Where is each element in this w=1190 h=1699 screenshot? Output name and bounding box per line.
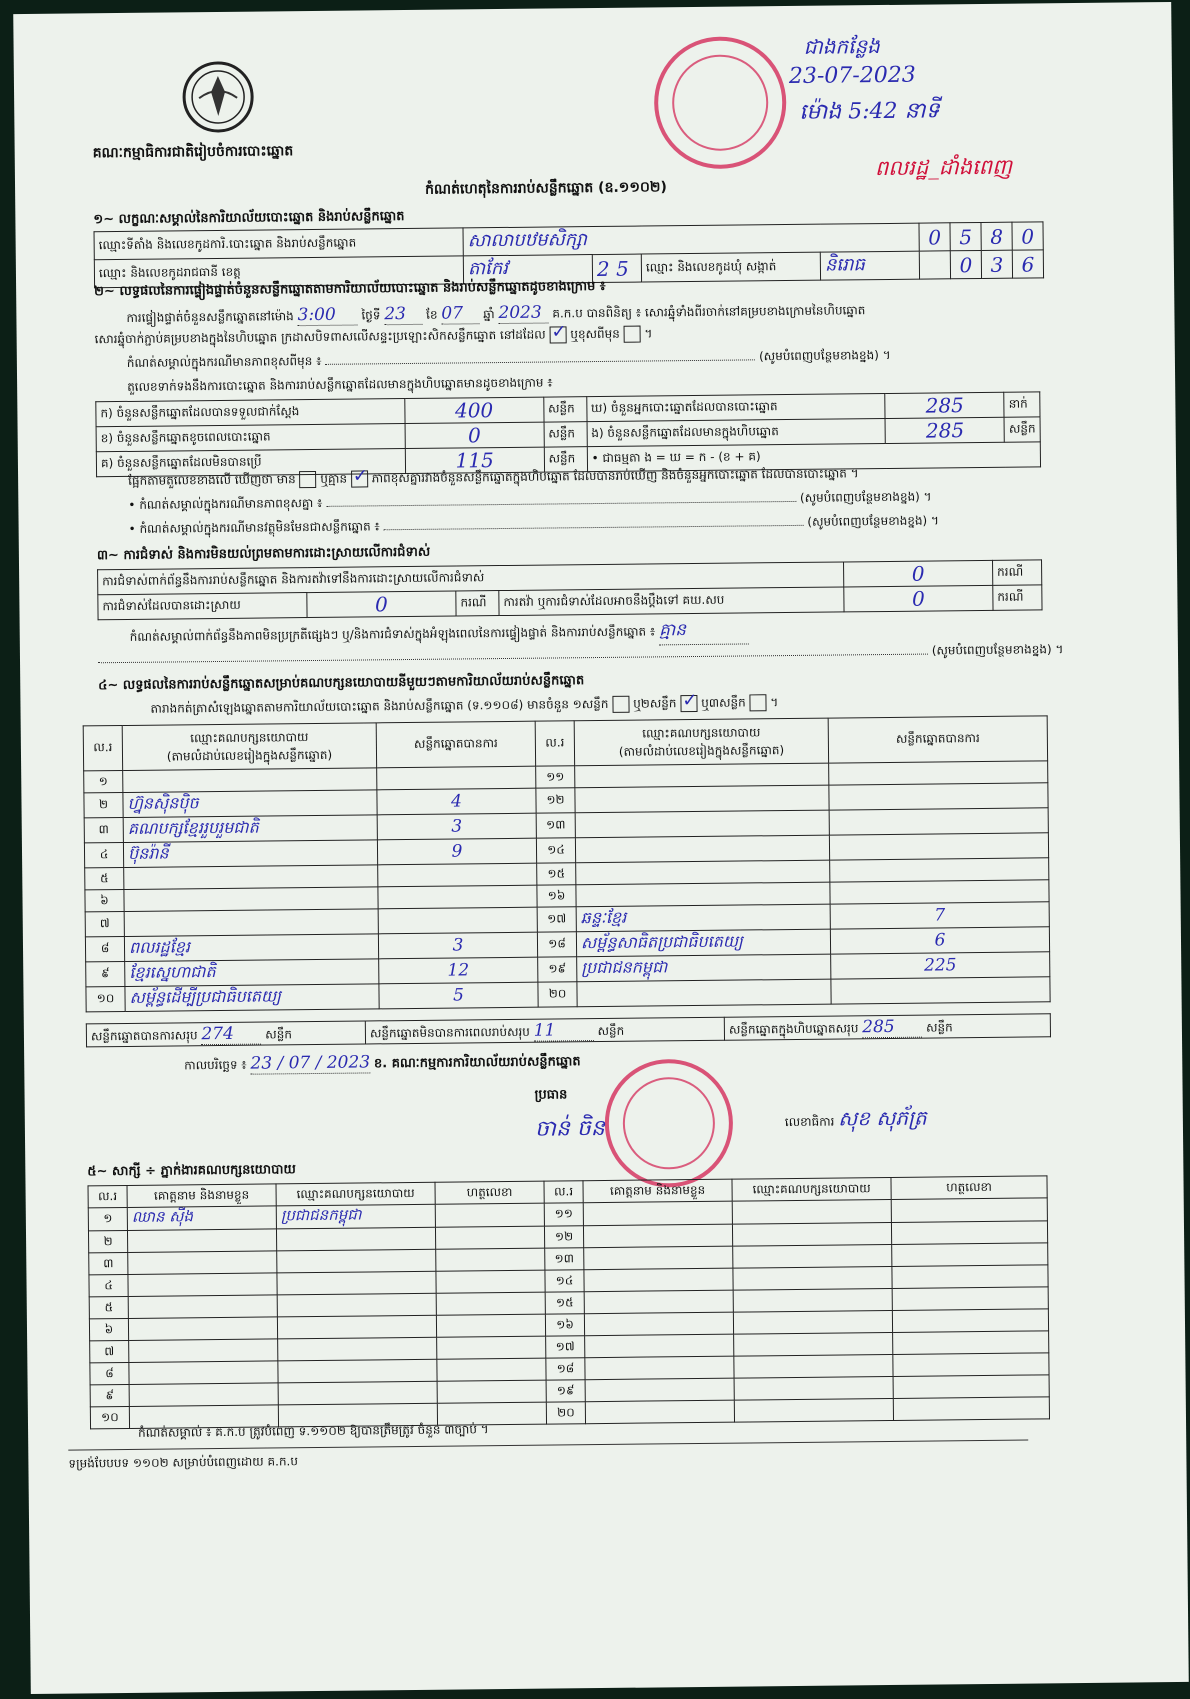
results-no: ៣ [84,818,123,843]
witness-signature[interactable] [891,1221,1047,1245]
results-votes[interactable] [831,977,1050,1004]
results-col-votes-right: សន្លឹកឆ្នោតបានការ [828,716,1047,763]
witness-name[interactable] [585,1400,734,1424]
witness-no: ៧ [90,1340,129,1362]
witness-col-name-right: គោត្តនាម និងនាមខ្លួន [583,1179,732,1203]
results-totals [86,1013,1051,1047]
verification-text: គ.ក.ប បានពិនិត្យ ៖ សោរឆ្នុំទាំងពីរចាក់នៅគម្របខាងក្រោមនៃហិបឆ្នោត [552,303,866,321]
results-votes[interactable]: 5 [379,982,538,1009]
province-label: ឈ្មោះ និងលេខកូដរាជធានី ខេត្ត [94,256,463,288]
witness-no: ៦ [89,1318,128,1340]
change-note-line [127,345,1047,373]
witness-party[interactable] [278,1337,437,1361]
one-sheet-checkbox[interactable] [612,696,629,713]
results-votes[interactable] [829,833,1048,860]
witness-name[interactable] [583,1201,732,1226]
results-no: ៥ [85,867,124,889]
witness-party[interactable] [278,1381,437,1405]
witness-signature[interactable] [436,1270,545,1293]
total-invalid-cell [365,1017,724,1044]
location-value: សាលាបឋមសិក្សា [463,223,919,256]
witness-no: ១៧ [546,1336,585,1358]
change-note-suffix: (សូមបំពេញបន្ថែមខាងខ្នង) ។ [758,347,891,364]
irregularity-suffix: (សូមបំពេញបន្ថែមខាងខ្នង) ។ [931,642,1064,658]
total-invalid-label: សន្លឹកឆ្នោតមិនបានការពេលរាប់សរុប [369,1024,530,1040]
results-col-party-right [574,718,828,766]
results-col-votes-left: សន្លឹកឆ្នោតបានការ [376,721,535,768]
witness-party[interactable]: ប្រជាជនកម្ពុជា [276,1204,435,1229]
witness-signature[interactable] [437,1380,546,1403]
witness-name[interactable] [128,1317,277,1341]
formula-text: • ជាធម្មតា ង = ឃ = ក - (ខ + គ) [587,442,1041,472]
results-votes[interactable] [378,907,537,934]
results-no: ៦ [85,889,124,911]
chair-signature: ចាន់ ចិន [534,1115,605,1142]
witness-name[interactable] [129,1339,278,1363]
discrepancy-note-field[interactable] [326,501,796,507]
witness-no: ១២ [544,1226,583,1248]
total-box-label: សន្លឹកឆ្នោតក្នុងហិបឆ្នោតសរុប [728,1020,859,1037]
witness-col-no-right: ល.រ [544,1181,583,1203]
results-votes[interactable]: 3 [378,932,537,959]
results-votes[interactable]: 9 [377,838,536,865]
witness-table [88,1175,1051,1429]
results-votes[interactable] [830,880,1049,904]
witness-signature[interactable] [437,1358,546,1381]
changed-checkbox[interactable] [624,326,641,343]
results-party[interactable]: ឆន្ទៈខ្មែរ [576,904,830,932]
witness-party[interactable] [277,1271,436,1295]
witness-signature[interactable] [891,1198,1047,1223]
witness-party[interactable] [733,1244,892,1268]
witness-no: ១៥ [545,1292,584,1314]
total-invalid-unit: សន្លឹក [597,1023,625,1038]
voters-unit: នាក់ [1004,392,1040,417]
commune-label: ឈ្មោះ និងលេខកូដឃុំ សង្កាត់ [641,252,820,282]
secretary-signature: សុខ សុភ័ត្រ [838,1105,927,1131]
section2-title: ២~ លទ្ធផលនៃការផ្ទៀងផ្ទាត់ចំនួនសន្លឹកឆ្នោតតាមការិយាល័យបោះឆ្នោត និងរាប់សន្លឹកឆ្នោតដូចខាងក្រោម ៖ [94,278,606,300]
results-col-no-right: ល.រ [535,721,574,766]
results-no: ១ [84,771,123,793]
appeal-label: ការតវ៉ា ឬការជំទាស់ដែលអាចនឹងប្តឹងទៅ គឃ.សប [499,587,844,616]
no-discrepancy-checkbox[interactable] [351,470,368,487]
discrepancy-label: ផ្អែកតាមតួលេខខាងលើ ឃើញថា មាន [128,472,296,488]
province-code: 2 5 [592,254,641,283]
chair-label: ប្រធាន [534,1087,568,1103]
total-valid-label: សន្លឹកឆ្នោតបានការសរុប [90,1027,198,1043]
date-label: កាលបរិច្ឆេទ ៖ [184,1057,247,1073]
witness-name[interactable] [585,1378,734,1402]
seal-line: សោរឆ្នុំចាក់ភ្ជាប់គម្របខាងក្នុងនៃហិបឆ្នោត ក្រដាសបិទពាសលើសន្ទះប្រឡោះសិកសន្លឹកឆ្នោត នៅដដែល ✓ ឬខុសពីមុន ។ [95,325,653,349]
resolved-unit: ករណី [456,591,499,616]
total-valid-value: 274 [201,1023,261,1045]
witness-no: ១០ [90,1406,129,1428]
discrepancy-note-suffix: (សូមបំពេញបន្ថែមខាងខ្នង) ។ [799,489,932,505]
witness-signature[interactable] [893,1375,1049,1399]
unchanged-checkbox[interactable] [549,326,566,343]
witness-col-sign-right: ហត្ថលេខា [891,1176,1047,1200]
spoiled-unit: សន្លឹក [544,422,587,447]
handwritten-time: ម៉ោង 5:42 នាទី [799,98,940,125]
witness-name[interactable] [585,1356,734,1380]
results-col-party-left-title: ឈ្មោះគណបក្សនយោបាយ [190,730,309,746]
results-party[interactable] [575,785,829,813]
section1-title: ១~ លក្ខណៈសម្គាល់នៃការិយាល័យបោះឆ្នោត និងរាប់សន្លឹកឆ្នោត [93,209,405,228]
witness-name[interactable] [584,1312,733,1336]
complaints-label: ការជំទាស់ពាក់ព័ន្ធនឹងការរាប់សន្លឹកឆ្នោត និងការតវ៉ាទៅនឹងការដោះស្រាយលើការជំទាស់ [98,562,844,595]
witness-no: ១១ [544,1203,583,1226]
three-sheet-checkbox[interactable] [749,694,766,711]
location-code-3: 8 [981,222,1012,250]
province-value: តាកែវ [463,255,592,284]
handwritten-note: ពលរដ្ឋ_ដាំងពេញ [874,154,1013,181]
witness-col-name-left: គោត្តនាម និងនាមខ្លួន [127,1184,276,1208]
commune-value: និរោធ [820,251,919,280]
handwritten-place: ជាងកន្លែង [803,34,880,59]
total-invalid-value: 11 [534,1020,594,1042]
section5-title: ៥~ សាក្សី ÷ ភ្នាក់ងារគណបក្សនយោបាយ [87,1162,296,1180]
witness-signature[interactable] [892,1243,1048,1267]
results-party[interactable] [123,768,377,793]
appeal-value: 0 [844,585,993,612]
witness-party[interactable] [277,1293,436,1317]
received-unit: សន្លឹក [543,397,586,422]
nec-emblem-icon [179,58,258,137]
witness-party[interactable] [733,1310,892,1334]
has-discrepancy-checkbox[interactable] [299,471,316,488]
foreign-object-suffix: (សូមបំពេញបន្ថែមខាងខ្នង) ។ [807,513,940,529]
resolved-value: 0 [307,591,456,618]
results-no: ៤ [84,843,123,868]
witness-signature[interactable] [892,1287,1048,1311]
results-col-no-left: ល.រ [83,726,122,771]
complaints-value: 0 [844,560,993,587]
footer-note: កំណត់សម្គាល់ ៖ គ.ក.ប ត្រូវបំពេញ ទ.១១០២ ឱ្យបានត្រឹមត្រូវ ចំនួន ៣ច្បាប់ ។ [138,1422,489,1440]
results-votes[interactable] [378,885,537,909]
verification-label: ការផ្ទៀងផ្ទាត់ចំនួនសន្លឹកឆ្នោតនៅម៉ោង [126,309,294,325]
discrepancy-note-label: • កំណត់សម្គាល់ក្នុងករណីមានភាពខុសគ្នា ៖ [128,495,323,512]
verification-month: 07 [441,303,479,324]
results-party[interactable]: ហ្វ៊ុនស៊ិនប៉ិច [123,790,377,818]
figures-table [95,391,1041,477]
results-no: ១៣ [536,813,575,838]
results-votes[interactable] [830,858,1049,882]
witness-col-party-right: ឈ្មោះគណបក្សនយោបាយ [732,1177,891,1201]
results-party[interactable]: សម្ព័ន្ធដើម្បីប្រជាធិបតេយ្យ [125,984,379,1012]
results-no: ២ [84,793,123,818]
results-no: ១៨ [537,932,576,957]
results-party[interactable]: ប៊ុនរ៉ានី [123,840,377,868]
witness-no: ១៨ [546,1358,585,1380]
results-no: ៧ [85,911,124,936]
witness-name[interactable] [584,1246,733,1270]
location-code-2: 5 [950,222,981,250]
verification-day: 23 [384,304,422,325]
commune-code-1: 0 [950,250,981,278]
committee-label: ខ. គណៈកម្មការការិយាល័យរាប់សន្លឹកឆ្នោត [373,1054,581,1072]
witness-signature[interactable] [435,1226,544,1249]
witness-signature[interactable] [435,1203,544,1227]
section4-title: ៤~ លទ្ធផលនៃការរាប់សន្លឹកឆ្នោតសម្រាប់គណបក្សនយោបាយនីមួយៗតាមការិយាល័យរាប់សន្លឹកឆ្នោត [98,673,585,694]
results-party[interactable] [576,882,830,907]
witness-party[interactable] [734,1354,893,1378]
witness-signature[interactable] [892,1265,1048,1289]
witness-party[interactable] [276,1227,435,1251]
witness-party[interactable] [277,1315,436,1339]
date-value: 23 / 07 / 2023 [250,1052,371,1074]
witness-party[interactable] [732,1222,891,1246]
witness-signature[interactable] [893,1331,1049,1355]
witness-signature[interactable] [893,1397,1049,1421]
no-discrepancy-label: ឬគ្មាន [320,471,348,486]
witness-signature[interactable] [437,1336,546,1359]
witness-name[interactable] [129,1383,278,1407]
results-party[interactable] [575,763,829,788]
witness-party[interactable] [734,1398,893,1422]
location-code-1: 0 [919,223,950,251]
received-value: 400 [405,397,544,423]
witness-party[interactable] [733,1288,892,1312]
witness-no: ៨ [90,1362,129,1384]
results-votes[interactable]: 12 [379,957,538,984]
witness-party[interactable] [732,1199,891,1224]
results-party[interactable] [577,979,831,1007]
sheets-line: តារាងកត់ត្រាសំឡេងឆ្នោតតាមការិយាល័យបោះឆ្នោត និងរាប់សន្លឹកឆ្នោត (ទ.១១០៨) មានចំនួន ១សន្លឹក ឬ២សន្លឹក ✓ ឬ៣សន្លឹក ។ [150,694,778,719]
witness-signature[interactable] [436,1292,545,1315]
results-party[interactable] [124,909,378,937]
commune-code-3: 6 [1012,250,1043,278]
verification-time: 3:00 [297,305,357,327]
location-code-4: 0 [1012,222,1043,250]
commune-code-2: 3 [981,250,1012,278]
total-box-value: 285 [862,1016,922,1038]
results-party[interactable]: សម្ព័ន្ធសាធិតប្រជាធិបតេយ្យ [576,929,830,957]
two-sheet-checkbox[interactable] [680,695,697,712]
results-votes[interactable] [829,783,1048,810]
official-stamp-top [654,36,787,169]
results-party[interactable] [124,865,378,890]
witness-name[interactable] [127,1229,276,1253]
results-votes[interactable]: 7 [830,902,1049,929]
results-party[interactable] [576,860,830,885]
spoiled-label: ខ) ចំនួនសន្លឹកឆ្នោតខូចពេលបោះឆ្នោត [96,424,405,452]
official-stamp-bottom [604,1059,733,1188]
results-no: ១៧ [537,907,576,932]
handwritten-date: 23-07-2023 [788,62,916,89]
results-votes[interactable]: 4 [377,788,536,815]
results-no: ១៤ [536,838,575,863]
witness-no: ៤ [89,1274,128,1296]
witness-signature[interactable] [892,1309,1048,1333]
results-col-party-left-sub: (តាមលំដាប់លេខរៀងក្នុងសន្លឹកឆ្នោត) [166,747,333,764]
results-votes[interactable]: 225 [831,952,1050,979]
ballots-in-box-value: 285 [885,417,1004,443]
spoiled-value: 0 [405,422,544,448]
change-note-field[interactable] [325,359,755,365]
witness-no: ១៣ [545,1248,584,1270]
witness-no: ៣ [89,1252,128,1274]
results-col-party-left [122,723,376,771]
witness-name[interactable] [585,1334,734,1358]
witness-no: ២០ [546,1402,585,1424]
changed-label: ឬខុសពីមុន [570,326,620,342]
witness-no: ១៤ [545,1270,584,1292]
witness-col-no-left: ល.រ [88,1185,127,1207]
witness-no: ២ [88,1230,127,1252]
results-no: ៩ [86,961,125,986]
witness-signature[interactable] [436,1248,545,1271]
total-box-cell [724,1014,1050,1040]
witness-name[interactable] [128,1273,277,1297]
received-label: ក) ចំនួនសន្លឹកឆ្នោតដែលបានទទួលជាក់ស្តែង [96,399,405,427]
witness-party[interactable] [277,1249,436,1273]
results-no: ១៥ [537,863,576,885]
sheets-text: តារាងកត់ត្រាសំឡេងឆ្នោតតាមការិយាល័យបោះឆ្នោត និងរាប់សន្លឹកឆ្នោត (ទ.១១០៨) មានចំនួន ១សន្លឹក [150,696,609,716]
seal-text: សោរឆ្នុំចាក់ភ្ជាប់គម្របខាងក្នុងនៃហិបឆ្នោត ក្រដាសបិទពាសលើសន្ទះប្រឡោះសិកសន្លឹកឆ្នោត នៅដដែល [94,327,546,347]
results-no: ១១ [536,766,575,788]
form-title: កំណត់ហេតុនៃការរាប់សន្លឹកឆ្នោត (ឧ.១១០២) [425,179,667,198]
secretary-label: លេខាធិការ [784,1114,835,1130]
results-no: ១៦ [537,885,576,907]
unused-value: 115 [405,447,544,473]
month-label: ខែ [426,307,438,322]
committee-name: គណៈកម្មាធិការជាតិរៀបចំការបោះឆ្នោត [92,143,294,162]
witness-name[interactable] [128,1295,277,1319]
unused-unit: សន្លឹក [544,447,587,472]
results-no: ១២ [536,788,575,813]
results-votes[interactable]: 3 [377,813,536,840]
witness-party[interactable] [733,1266,892,1290]
voters-value: 285 [885,392,1004,418]
document-page [13,2,1189,1694]
witness-signature[interactable] [436,1314,545,1337]
location-label: ឈ្មោះទីតាំង និងលេខកូដការិ.បោះឆ្នោត និងរាប់សន្លឹកឆ្នោត [94,228,463,260]
total-box-unit: សន្លឹក [925,1019,953,1035]
foreign-object-note [129,512,939,538]
results-col-party-right-sub: (តាមលំដាប់លេខរៀងក្នុងសន្លឹកឆ្នោត) [618,743,785,759]
results-no: ១៩ [538,957,577,982]
year-label: ឆ្នាំ [483,307,495,322]
witness-no: ១៦ [545,1314,584,1336]
complaints-table [97,559,1042,620]
results-votes[interactable] [829,761,1048,785]
total-valid-cell [86,1021,365,1047]
witness-no: ១ [88,1207,127,1230]
witness-name[interactable] [128,1251,277,1275]
results-party[interactable] [575,835,829,863]
results-votes[interactable]: 6 [830,927,1049,954]
results-no: ២០ [538,982,577,1007]
witness-party[interactable] [734,1332,893,1356]
witness-party[interactable] [278,1359,437,1383]
results-no: ៨ [85,936,124,961]
unused-label: គ) ចំនួនសន្លឹកឆ្នោតដែលមិនបានប្រើ [96,449,405,477]
witness-party[interactable] [734,1376,893,1400]
witness-name[interactable]: ឈាន ស៊ីង [127,1206,276,1231]
form-footer: ទម្រង់បែបបទ ១១០២ សម្រាប់បំពេញដោយ គ.ក.ប [68,1454,299,1471]
witness-no: ១៩ [546,1380,585,1402]
witness-name[interactable] [584,1268,733,1292]
results-party[interactable]: ប្រជាជនកម្ពុជា [577,954,831,982]
results-table [83,715,1051,1012]
irregularity-label: កំណត់សម្គាល់ពាក់ព័ន្ធនឹងភាពមិនប្រក្រតីផ្សេងៗ ឬ/និងការជំទាស់ក្នុងអំឡុងពេលនៃការផ្ទៀងផ្ទាត់ និងការរាប់សន្លឹកឆ្នោត ៖ [129,624,656,644]
date-line [184,1050,581,1076]
results-party[interactable]: គណបក្សខ្មែររួបរួមជាតិ [123,815,377,843]
results-col-party-right-title: ឈ្មោះគណបក្សនយោបាយ [642,725,761,741]
witness-no: ៩ [90,1384,129,1406]
witness-no: ៥ [89,1296,128,1318]
witness-signature[interactable] [893,1353,1049,1377]
irregularity-value[interactable]: គ្មាន [659,618,749,645]
results-votes[interactable] [829,808,1048,835]
witness-col-party-left: ឈ្មោះគណបក្សនយោបាយ [276,1182,435,1206]
discrepancy-note [128,489,931,515]
ballots-in-box-label: ង) ចំនួនសន្លឹកឆ្នោតដែលមានក្នុងហិបឆ្នោត [587,418,886,446]
ballots-in-box-unit: សន្លឹក [1004,417,1040,442]
resolved-label: ការជំទាស់ដែលបានដោះស្រាយ [98,593,307,620]
results-party[interactable] [124,887,378,912]
verification-year: 2023 [498,303,548,325]
two-sheet-label: ឬ២សន្លឹក [633,696,677,711]
results-party[interactable]: ខ្មែរស្នេហាជាតិ [125,959,379,987]
witness-name[interactable] [129,1361,278,1385]
verification-line [126,299,865,328]
three-sheet-label: ឬ៣សន្លឹក [701,695,746,710]
foreign-object-field[interactable] [384,525,804,530]
results-votes[interactable] [378,863,537,887]
witness-col-sign-left: ហត្ថលេខា [435,1181,544,1204]
figures-intro: តួលេខទាក់ទងនឹងការបោះឆ្នោត និងការរាប់សន្លឹកឆ្នោតដែលមានក្នុងហិបឆ្នោតមានដូចខាងក្រោម ៖ [127,375,553,394]
foreign-object-label: • កំណត់សម្គាល់ក្នុងករណីមានវត្ថុមិនមែនជាសន្លឹកឆ្នោត ៖ [128,519,380,536]
discrepancy-text: ភាពខុសគ្នារវាងចំនួនសន្លឹកឆ្នោតក្នុងហិបឆ្នោត ដែលបានរាប់ឃើញ និងចំនួនអ្នកបោះឆ្នោត ដែលបានបោះឆ្នោត ។ [371,466,859,486]
total-valid-unit: សន្លឹក [265,1026,292,1042]
day-label: ថ្ងៃទី [361,308,381,323]
results-party[interactable] [575,810,829,838]
witness-name[interactable] [583,1224,732,1248]
secretary-line [785,1105,927,1136]
results-no: ១០ [86,986,125,1011]
witness-name[interactable] [584,1290,733,1314]
change-note-label: កំណត់សម្គាល់ក្នុងករណីមានភាពខុសពីមុន ៖ [126,353,322,370]
results-party[interactable]: ពលរដ្ឋខ្មែរ [124,934,378,962]
results-votes[interactable] [377,766,536,790]
complaints-unit: ករណី [993,560,1042,586]
section3-title: ៣~ ការជំទាស់ និងការមិនយល់ព្រមតាមការដោះស្រាយលើការជំទាស់ [96,544,431,564]
appeal-unit: ករណី [993,585,1042,611]
voters-label: ឃ) ចំនួនអ្នកបោះឆ្នោតដែលបានបោះឆ្នោត [586,393,885,421]
